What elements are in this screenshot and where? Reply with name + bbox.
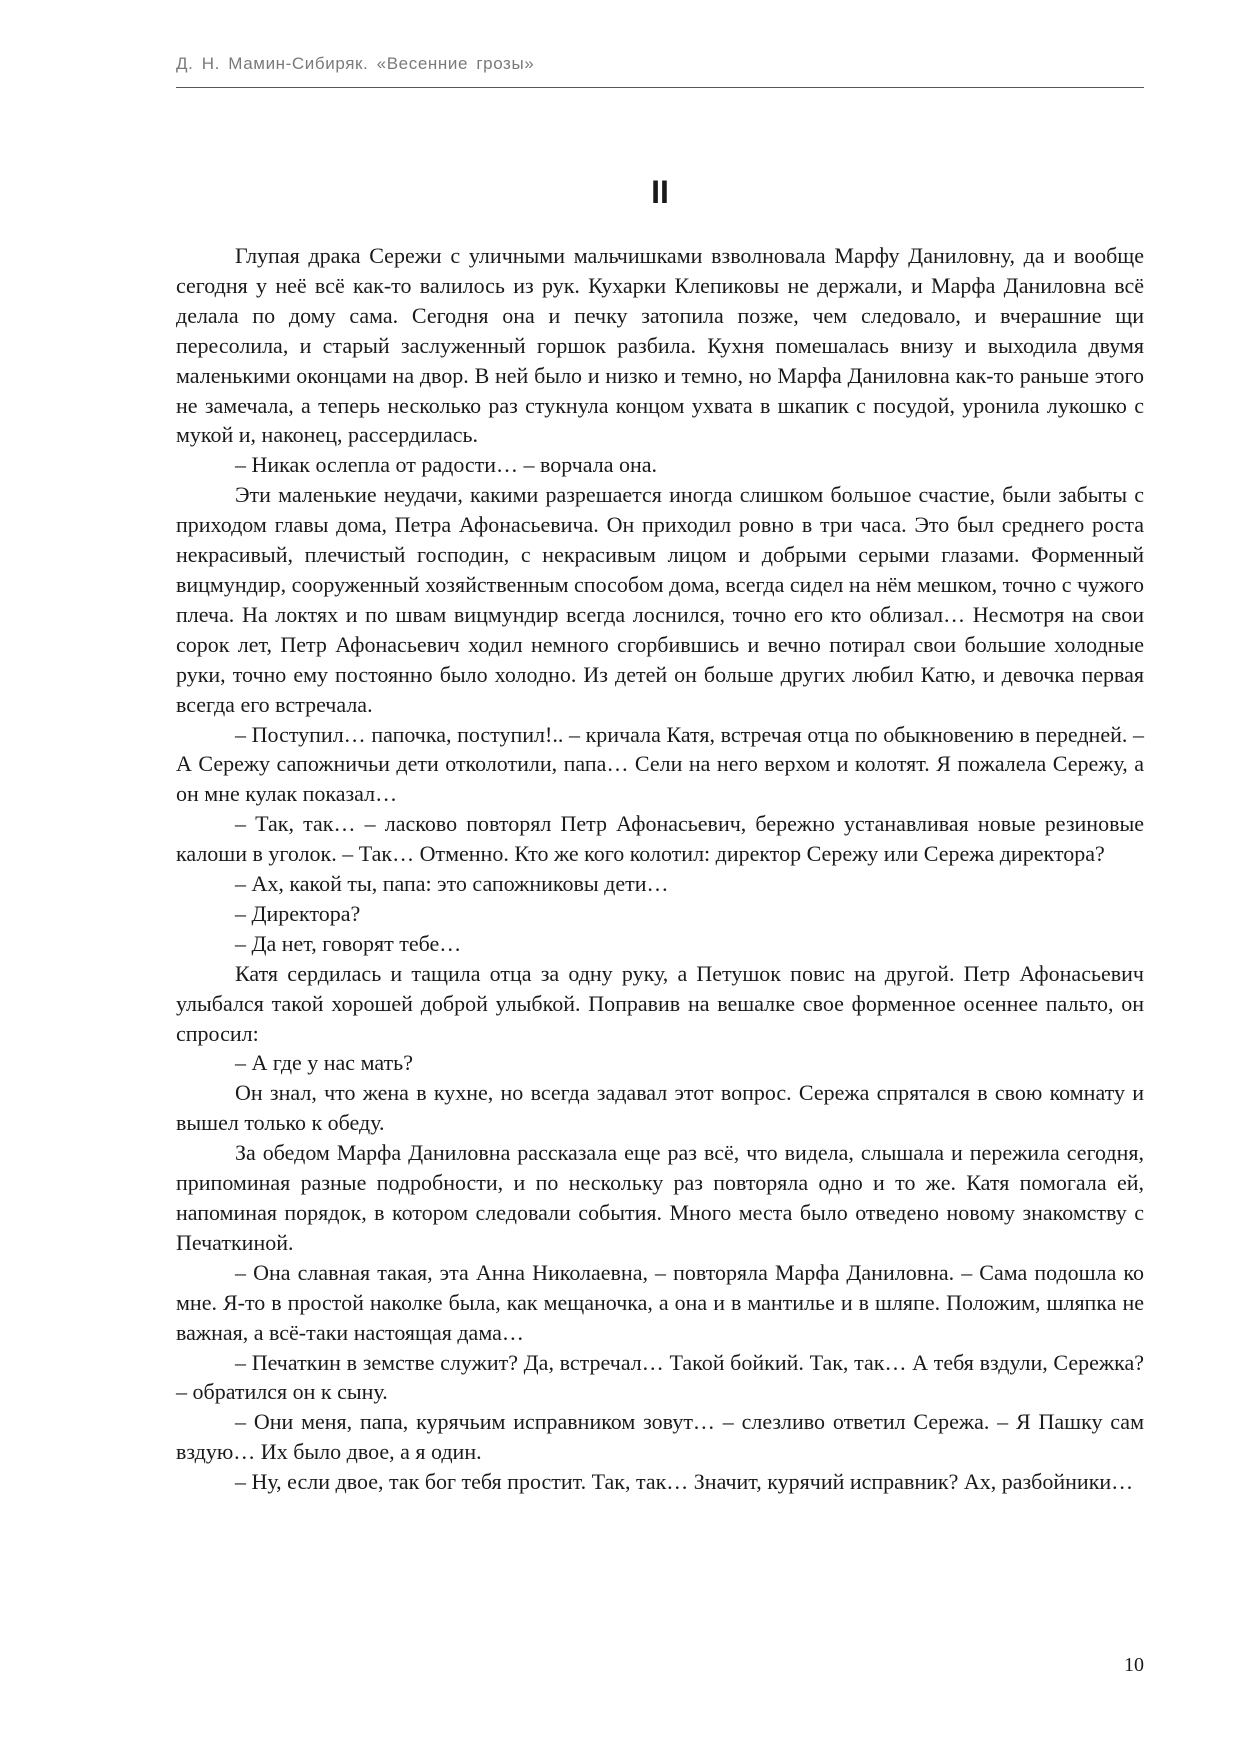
paragraph: Он знал, что жена в кухне, но всегда задавал этот вопрос. Сережа спрятался в свою комнату и вышел только к обеду. (176, 1080, 1144, 1136)
paragraph: – Ну, если двое, так бог тебя простит. Так, так… Значит, курячий исправник? Ах, разбойники… (235, 1469, 1134, 1495)
running-header: Д. Н. Мамин-Сибиряк. «Весенние грозы» (176, 54, 535, 73)
paragraph: – Да нет, говорят тебе… (235, 930, 462, 956)
paragraph: – Она славная такая, эта Анна Николаевна, – повторяла Марфа Даниловна. – Сама подошла ко мне. Я-то в простой наколке была, как мещаночка, а она и в мантилье и в шляпе. Положим, шляпка не важная, а всё-таки настоящая дама… (176, 1259, 1144, 1345)
paragraph: – Директора? (235, 900, 361, 926)
page-number: 10 (1124, 1654, 1144, 1676)
paragraph: За обедом Марфа Даниловна рассказала еще раз всё, что видела, слышала и пережила сегодня, припоминая разные подробности, и по нескольку раз повторяла одно и то же. Катя помогала ей, напоминая порядок, в котором следовали события. Много места было отведено новому знакомству с Печаткиной. (176, 1140, 1144, 1255)
paragraph: – Поступил… папочка, поступил!.. – кричала Катя, встречая отца по обыкновению в передней. – А Сережу сапожничьи дети отколотили, папа… Сели на него верхом и колотят. Я пожалела Сережу, а он мне кулак показал… (176, 721, 1144, 807)
paragraph: Эти маленькие неудачи, какими разрешается иногда слишком большое счастие, были забыты с приходом главы дома, Петра Афонасьевича. Он приходил ровно в три часа. Это был среднего роста некрасивый, плечистый господин, с некрасивым лицом и добрыми серыми глазами. Форменный вицмундир, сооруженный хозяйственным способом дома, всегда сидел на нём мешком, точно с чужого плеча. На локтях и по швам вицмундир всегда лоснился, точно его кто облизал… Несмотря на свои сорок лет, Петр Афонасьевич ходил немного сгорбившись и вечно потирал свои большие холодные руки, точно ему постоянно было холодно. Из детей он больше других любил Катю, и девочка первая всегда его встречала. (176, 482, 1144, 717)
paragraph: – А где у нас мать? (235, 1050, 413, 1076)
paragraph: – Так, так… – ласково повторял Петр Афонасьевич, бережно устанавливая новые резиновые калоши в уголок. – Так… Отменно. Кто же кого колотил: директор Сережу или Сережа директора? (176, 811, 1144, 867)
paragraph: – Никак ослепла от радости… – ворчала она. (235, 452, 658, 478)
chapter-title: II (651, 174, 669, 210)
paragraph: Глупая драка Сережи с уличными мальчишками взволновала Марфу Даниловну, да и вообще сегодня у неё всё как-то валилось из рук. Кухарки Клепиковы не держали, и Марфа Даниловна всё делала по дому сама. Сегодня она и печку затопила позже, чем следовало, и вчерашние щи пересолила, и старый заслуженный горшок разбила. Кухня помешалась внизу и выходила двумя маленькими оконцами на двор. В ней было и низко и темно, но Марфа Даниловна как-то раньше этого не замечала, а теперь несколько раз стукнула концом ухвата в шкапик с посудой, уронила лукошко с мукой и, наконец, рассердилась. (176, 243, 1144, 448)
paragraph: – Печаткин в земстве служит? Да, встречал… Такой бойкий. Так, так… А тебя вздули, Сережка? – обратился он к сыну. (176, 1349, 1144, 1405)
paragraph: Катя сердилась и тащила отца за одну руку, а Петушок повис на другой. Петр Афонасьевич улыбался такой хорошей доброй улыбкой. Поправив на вешалке свое форменное осеннее пальто, он спросил: (176, 960, 1144, 1046)
paragraph: – Они меня, папа, курячьим исправником зовут… – слезливо ответил Сережа. – Я Пашку сам вздую… Их было двое, а я один. (176, 1409, 1144, 1465)
body-text (176, 241, 1144, 1497)
paragraph: – Ах, какой ты, папа: это сапожниковы дети… (235, 871, 669, 897)
header-divider (176, 87, 1144, 88)
